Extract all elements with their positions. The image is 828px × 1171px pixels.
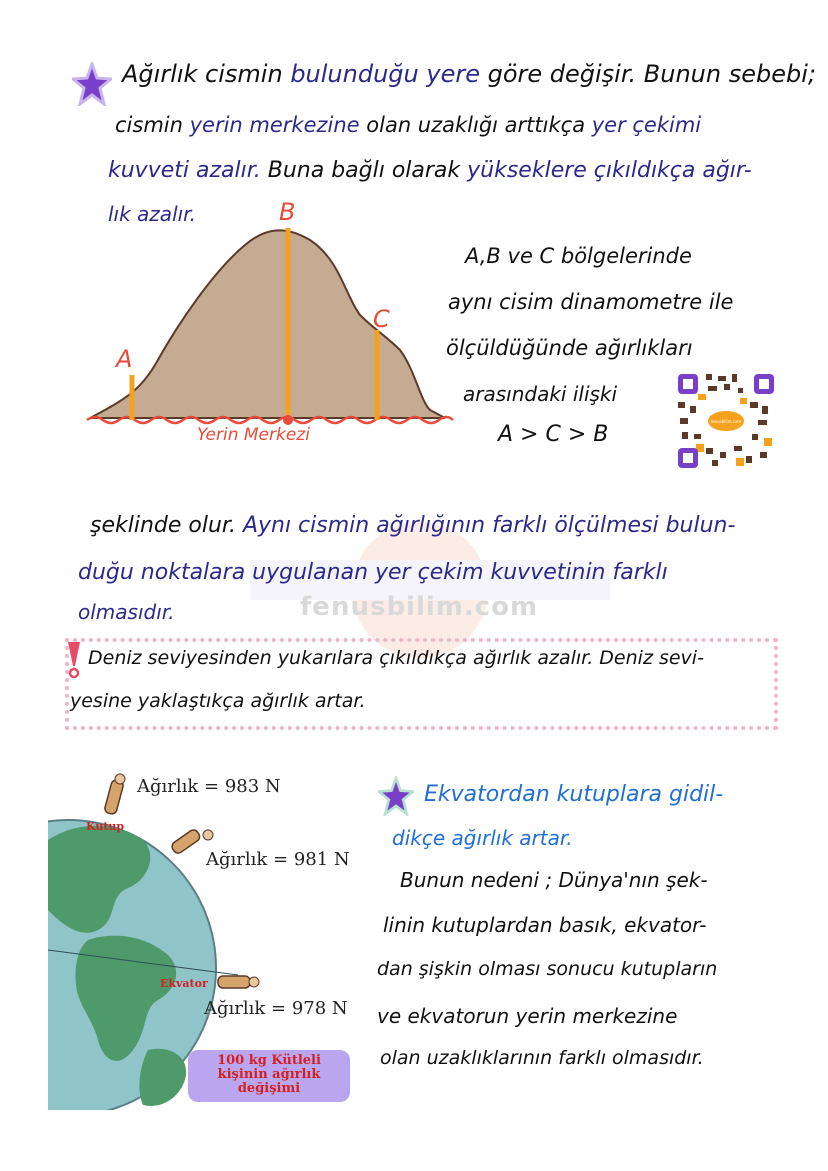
note-line-2: kişinin ağırlık	[217, 1067, 321, 1082]
qr-code-icon[interactable]	[676, 372, 776, 470]
equator-line-5: dan şişkin olması sonucu kutupların	[377, 958, 718, 980]
pole-label: Kutup	[86, 820, 125, 833]
intro-line-1: Ağırlık cismin bulunduğu yere göre değişir. Bunun sebebi;	[122, 60, 816, 88]
equator-line-4: linin kutuplardan basık, ekvator-	[383, 913, 707, 937]
conclusion-line-1: şeklinde olur. Aynı cismin ağırlığının farklı ölçülmesi bulun-	[90, 513, 736, 538]
note-line-1: 100 kg Kütleli	[217, 1053, 321, 1068]
globe-land-south	[139, 1049, 186, 1106]
conclusion-line-3: olmasıdır.	[78, 600, 175, 624]
weight-equator: Ağırlık = 978 N	[204, 998, 348, 1019]
person-icon-equator	[214, 970, 260, 994]
equator-line-7: olan uzaklıklarının farklı olmasıdır.	[380, 1047, 704, 1069]
person-icon-pole	[100, 772, 130, 824]
equator-line-3: Bunun nedeni ; Dünya'nın şek-	[400, 868, 708, 892]
label-a: A	[116, 345, 133, 373]
center-label: Yerin Merkezi	[197, 425, 310, 445]
center-dot	[283, 415, 293, 425]
explain-line-1: A,B ve C bölgelerinde	[465, 244, 692, 268]
intro-line-3: kuvveti azalır. Buna bağlı olarak yükseklere çıkıldıkça ağır-	[108, 158, 752, 183]
explain-line-4: arasındaki ilişki	[463, 382, 618, 406]
warning-line-1: Deniz seviyesinden yukarılara çıkıldıkça ağırlık azalır. Deniz sevi-	[88, 647, 704, 669]
globe-note	[188, 1050, 350, 1102]
weight-mid: Ağırlık = 981 N	[206, 849, 350, 870]
equator-label: Ekvator	[160, 977, 208, 990]
qr-caption: fenusbilim.com	[710, 419, 742, 424]
intro-line-4: lık azalır.	[108, 202, 196, 226]
mountain-shape	[90, 230, 445, 418]
relation-text: A > C > B	[498, 422, 609, 447]
label-c: C	[373, 305, 390, 333]
label-b: B	[279, 198, 296, 226]
equator-line-1: Ekvatordan kutuplara gidil-	[424, 782, 724, 807]
watermark-text: fenusbilim.com	[300, 592, 539, 622]
mountain-diagram	[85, 200, 455, 450]
conclusion-line-2: duğu noktalara uygulanan yer çekim kuvvetinin farklı	[78, 560, 668, 585]
explain-line-3: ölçüldüğünde ağırlıkları	[446, 336, 693, 360]
weight-pole: Ağırlık = 983 N	[137, 776, 281, 797]
note-line-3: değişimi	[237, 1081, 301, 1096]
explain-line-2: aynı cisim dinamometre ile	[448, 290, 734, 314]
warning-icon	[66, 640, 82, 680]
star-icon-2	[378, 776, 414, 816]
star-icon	[72, 62, 112, 106]
equator-line-2: dikçe ağırlık artar.	[392, 826, 573, 850]
warning-line-2: yesine yaklaştıkça ağırlık artar.	[70, 690, 366, 712]
equator-line-6: ve ekvatorun yerin merkezine	[377, 1004, 678, 1028]
intro-line-2: cismin yerin merkezine olan uzaklığı arttıkça yer çekimi	[115, 113, 702, 137]
